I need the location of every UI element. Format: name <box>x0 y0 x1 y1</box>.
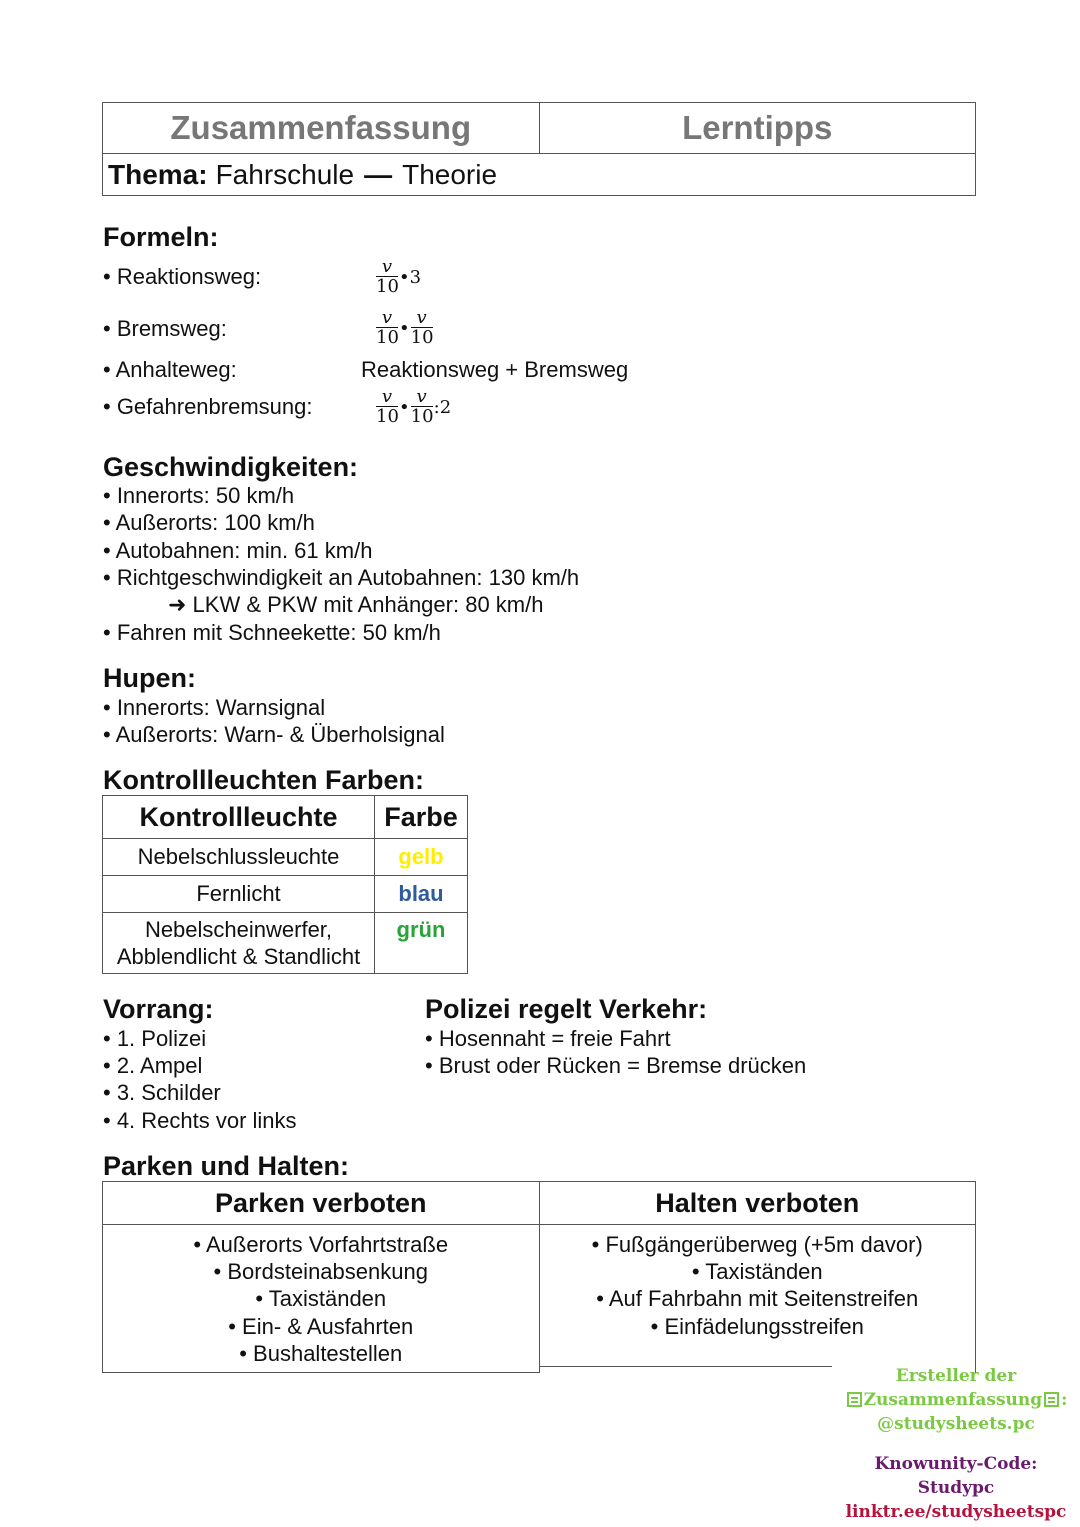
col-header-parken: Parken verboten <box>103 1182 540 1225</box>
list-item: • Einfädelungsstreifen <box>650 1313 864 1339</box>
color-gelb: gelb <box>375 839 468 876</box>
creator-credit <box>832 1364 1080 1524</box>
list-item: • Innerorts: 50 km/h <box>103 483 295 508</box>
formel-reaktionsweg: $\frac{v}{10}$ •3 <box>376 256 422 297</box>
halten-list <box>539 1225 976 1373</box>
parken-heading: Parken und Halten: <box>103 1151 350 1181</box>
color-gruen: grün <box>375 913 468 974</box>
list-item: • Außerorts Vorfahrtstraße <box>193 1232 449 1257</box>
header-title-left: Zusammenfassung <box>170 109 472 146</box>
list-item: • Richtgeschwindigkeit an Autobahnen: 130 km/h <box>103 565 580 590</box>
table-bottom-border <box>540 1366 832 1367</box>
col-header-farbe: Farbe <box>375 796 468 839</box>
formel-gefahrenbremsung: $\frac{v}{10}$ • $\frac{v}{10}$ :2 <box>376 386 452 427</box>
hupen-heading: Hupen: <box>103 663 196 693</box>
knowunity-code: Studypc <box>917 1478 995 1498</box>
formel-gefahrenbremsung-label: • Gefahrenbremsung: <box>103 394 313 419</box>
vorrang-heading: Vorrang: <box>103 994 214 1024</box>
theme-dash: — <box>364 159 393 190</box>
list-item: • Innerorts: Warnsignal <box>103 695 326 720</box>
list-item: • 1. Polizei <box>103 1026 207 1051</box>
parken-table <box>102 1181 976 1373</box>
color-blau: blau <box>375 876 468 913</box>
list-item: • Brust oder Rücken = Bremse drücken <box>425 1053 807 1078</box>
list-item: • Bushaltestellen <box>239 1340 403 1366</box>
list-item: • Hosennaht = freie Fahrt <box>425 1026 671 1051</box>
formel-bremsweg-label: • Bremsweg: <box>103 316 227 341</box>
credit-line2: Zusammenfassung : <box>832 1388 1080 1412</box>
list-item: • Taxiständen <box>691 1259 823 1285</box>
memo-icon <box>847 1392 862 1407</box>
formel-reaktionsweg-label: • Reaktionsweg: <box>103 264 262 289</box>
formel-anhalteweg: Reaktionsweg + Bremsweg <box>361 357 629 382</box>
list-item: • Fußgängerüberweg (+5m davor) <box>591 1232 923 1257</box>
theme-value-b: Theorie <box>402 159 498 190</box>
knowunity-label: Knowunity-Code: <box>874 1454 1038 1474</box>
table-row: Nebelscheinwerfer, Abblendlicht & Standlicht grün <box>103 913 468 974</box>
formel-anhalteweg-label: • Anhalteweg: <box>103 357 237 382</box>
linktree-link[interactable]: linktr.ee/studysheetspc <box>845 1502 1067 1522</box>
memo-icon <box>1044 1392 1059 1407</box>
parken-list <box>103 1225 540 1373</box>
list-item: • Bordsteinabsenkung <box>213 1259 428 1285</box>
list-item: • Autobahnen: min. 61 km/h <box>103 538 373 563</box>
geschwindigkeiten-heading: Geschwindigkeiten: <box>103 452 359 482</box>
table-row: Nebelschlussleuchte gelb <box>103 839 468 876</box>
col-header-halten: Halten verboten <box>539 1182 976 1225</box>
list-item: • Außerorts: 100 km/h <box>103 510 315 535</box>
list-item: • 2. Ampel <box>103 1053 203 1078</box>
list-item: • 3. Schilder <box>103 1080 221 1105</box>
formel-bremsweg: $\frac{v}{10}$ • $\frac{v}{10}$ <box>376 307 434 348</box>
col-header-kontrollleuchte: Kontrollleuchte <box>103 796 375 839</box>
header-table <box>102 102 976 196</box>
kontrollleuchten-table <box>102 795 468 974</box>
list-item: • Fahren mit Schneekette: 50 km/h <box>103 620 441 645</box>
kontrollleuchten-heading: Kontrollleuchten Farben: <box>103 765 425 795</box>
list-item: • 4. Rechts vor links <box>103 1108 297 1133</box>
theme-label: Thema: <box>108 159 208 190</box>
credit-handle: @studysheets.pc <box>877 1414 1035 1434</box>
list-item: • Auf Fahrbahn mit Seitenstreifen <box>596 1286 919 1312</box>
header-title-right: Lerntipps <box>539 103 976 153</box>
theme-value-a: Fahrschule <box>215 159 355 190</box>
formeln-heading: Formeln: <box>103 222 219 252</box>
list-item: • Außerorts: Warn- & Überholsignal <box>103 722 445 747</box>
list-item: • Ein- & Ausfahrten <box>228 1313 414 1339</box>
list-item: • Taxiständen <box>255 1286 387 1312</box>
theme-row <box>103 154 975 196</box>
table-row: Fernlicht blau <box>103 876 468 913</box>
credit-line1: Ersteller der <box>895 1366 1017 1386</box>
list-item: ➜ LKW & PKW mit Anhänger: 80 km/h <box>168 592 544 617</box>
polizei-heading: Polizei regelt Verkehr: <box>425 994 708 1024</box>
